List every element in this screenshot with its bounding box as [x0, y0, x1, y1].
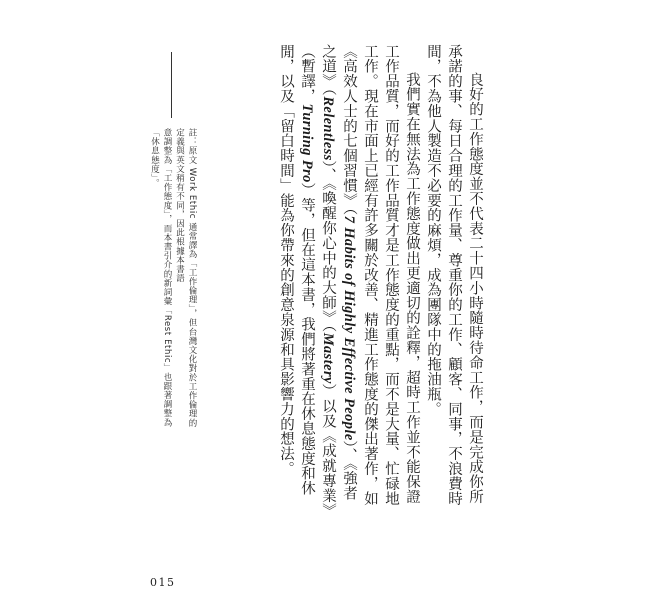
body-text-run: ）等，但在這本書，我們將著重在休息態度和休閒，以及「留白時間」能為你帶來的創意泉源和具影響力的想法。 — [278, 44, 315, 496]
body-paragraph — [422, 44, 485, 514]
main-body-text — [275, 44, 485, 514]
book-title-english: Turning Pro — [299, 103, 315, 183]
body-text-run: 我們實在無法為工作態度做出更適切的詮釋，超時工作並不能保證工作品質，而好的工作品質才是工作態度的重點，而不是大量、忙碌地工作。現在市面上已經有許多關於改善、精進工作態度的傑出著作，如《高效人士的七個習慣》（ — [341, 44, 420, 506]
body-text-run: ）以及《成就專業》（暫譯， — [299, 44, 336, 511]
book-title-english: 7 Habits of Highly Effective People — [341, 215, 357, 441]
book-title-english: Mastery — [320, 332, 336, 384]
book-title-english: Relentless — [320, 96, 336, 161]
body-paragraph — [275, 44, 422, 514]
body-text-run: 良好的工作態度並不代表二十四小時隨時待命工作，而是完成你所承諾的事、每日合理的工作量、尊重你的工作、顧客、同事，不浪費時間，不為他人製造不必要的麻煩，成為團隊中的拖油瓶。 — [425, 44, 483, 506]
body-text-run: ）、《喚醒你心中的大師》（ — [320, 160, 336, 333]
footnote-line-2: 意調整為「工作態度」，而本書引介的新詞彙「Rest Ethic」也跟著調整為「休息態度」。 — [149, 128, 172, 427]
footnote — [148, 128, 198, 428]
footnote-divider — [171, 52, 172, 118]
footnote-line-1: 註：原文 Work Ethic 通常譯為「工作倫理」，但台灣文化對於工作倫理的定義與英文稍有不同，因此根據本書語 — [174, 128, 197, 428]
page-number: 015 — [150, 576, 176, 589]
body-text-run: ）、《強者之道》（ — [320, 44, 357, 501]
